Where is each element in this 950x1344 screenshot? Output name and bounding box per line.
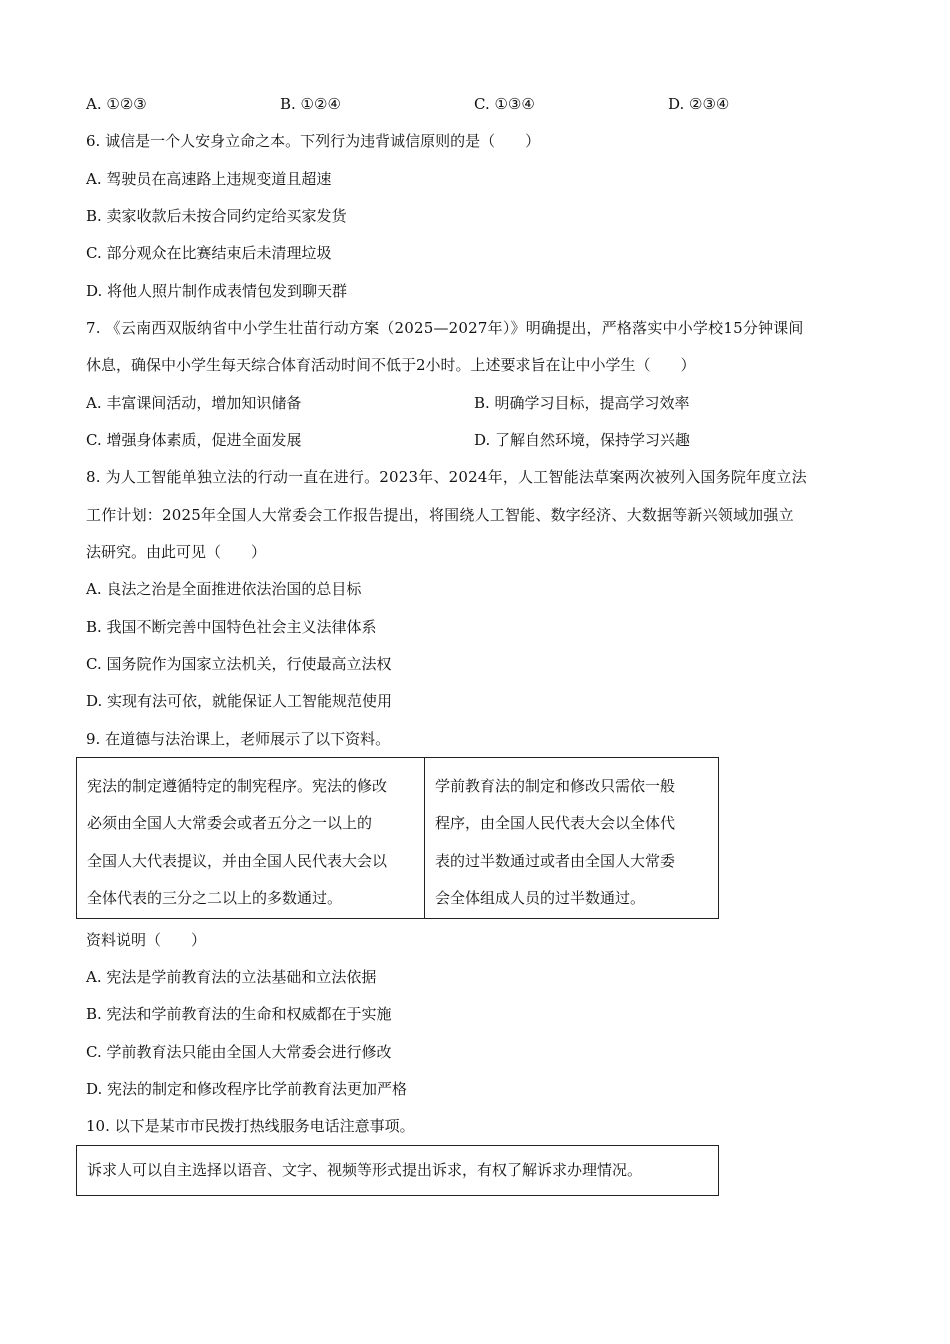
q5-option-d: D. ②③④ [668,95,730,113]
q5-option-a: A. ①②③ [86,95,147,113]
q10-notice-box [76,1145,719,1196]
q5-option-b: B. ①②④ [280,95,341,113]
q9-right-cell-line: 程序，由全国人民代表大会以全体代 [435,814,676,833]
q8-option-d: D. 实现有法可依，就能保证人工智能规范使用 [86,692,393,710]
q6-stem: 6. 诚信是一个人安身立命之本。下列行为违背诚信原则的是（ ） [86,132,541,150]
q9-stem: 9. 在道德与法治课上，老师展示了以下资料。 [86,730,391,748]
q9-left-cell-line: 全国人大代表提议，并由全国人民代表大会以 [87,851,388,870]
q8-option-c: C. 国务院作为国家立法机关，行使最高立法权 [86,655,392,673]
q9-option-a: A. 宪法是学前教育法的立法基础和立法依据 [86,968,377,986]
q8-stem-line-2: 工作计划：2025年全国人大常委会工作报告提出，将围绕人工智能、数字经济、大数据等新兴领域加强立 [86,506,794,524]
q9-right-cell-line: 会全体组成人员的过半数通过。 [435,889,646,908]
q8-option-b: B. 我国不断完善中国特色社会主义法律体系 [86,618,377,636]
q9-option-d: D. 宪法的制定和修改程序比学前教育法更加严格 [86,1080,408,1098]
q9-left-cell-line: 全体代表的三分之二以上的多数通过。 [87,889,343,908]
q6-option-c: C. 部分观众在比赛结束后未清理垃圾 [86,244,332,262]
q6-option-a: A. 驾驶员在高速路上违规变道且超速 [86,170,332,188]
q7-option-c: C. 增强身体素质，促进全面发展 [86,431,302,449]
q9-right-cell-line: 表的过半数通过或者由全国人大常委 [435,851,676,870]
q7-option-b: B. 明确学习目标，提高学习效率 [474,394,690,412]
q7-option-a: A. 丰富课间活动，增加知识储备 [86,394,302,412]
q8-stem-line-1: 8. 为人工智能单独立法的行动一直在进行。2023年、2024年，人工智能法草案两次被列入国务院年度立法 [86,468,807,486]
q8-stem-line-3: 法研究。由此可见（ ） [86,543,267,561]
q9-left-cell [77,758,425,918]
q9-option-c: C. 学前教育法只能由全国人大常委会进行修改 [86,1043,392,1061]
q10-stem: 10. 以下是某市市民拨打热线服务电话注意事项。 [86,1117,415,1135]
q6-option-b: B. 卖家收款后未按合同约定给买家发货 [86,207,347,225]
q10-notice-text: 诉求人可以自主选择以语音、文字、视频等形式提出诉求，有权了解诉求办理情况。 [87,1161,643,1179]
q9-right-cell-line: 学前教育法的制定和修改只需依一般 [435,777,676,795]
q9-right-cell [425,758,717,918]
q7-stem-line-2: 休息，确保中小学生每天综合体育活动时间不低于2小时。上述要求旨在让中小学生（ ） [86,356,696,374]
q6-option-d: D. 将他人照片制作成表情包发到聊天群 [86,282,348,300]
q9-material-table [76,757,719,919]
q9-left-cell-line: 必须由全国人大常委会或者五分之一以上的 [87,814,373,833]
q5-option-c: C. ①③④ [474,95,535,113]
q9-prompt: 资料说明（ ） [86,931,207,949]
q8-option-a: A. 良法之治是全面推进依法治国的总目标 [86,580,362,598]
q7-stem-line-1: 7. 《云南西双版纳省中小学生壮苗行动方案（2025—2027年）》明确提出，严格落实中小学校15分钟课间 [86,319,804,337]
q7-option-d: D. 了解自然环境，保持学习兴趣 [474,431,691,449]
q9-left-cell-line: 宪法的制定遵循特定的制宪程序。宪法的修改 [87,777,388,795]
q9-option-b: B. 宪法和学前教育法的生命和权威都在于实施 [86,1005,392,1023]
